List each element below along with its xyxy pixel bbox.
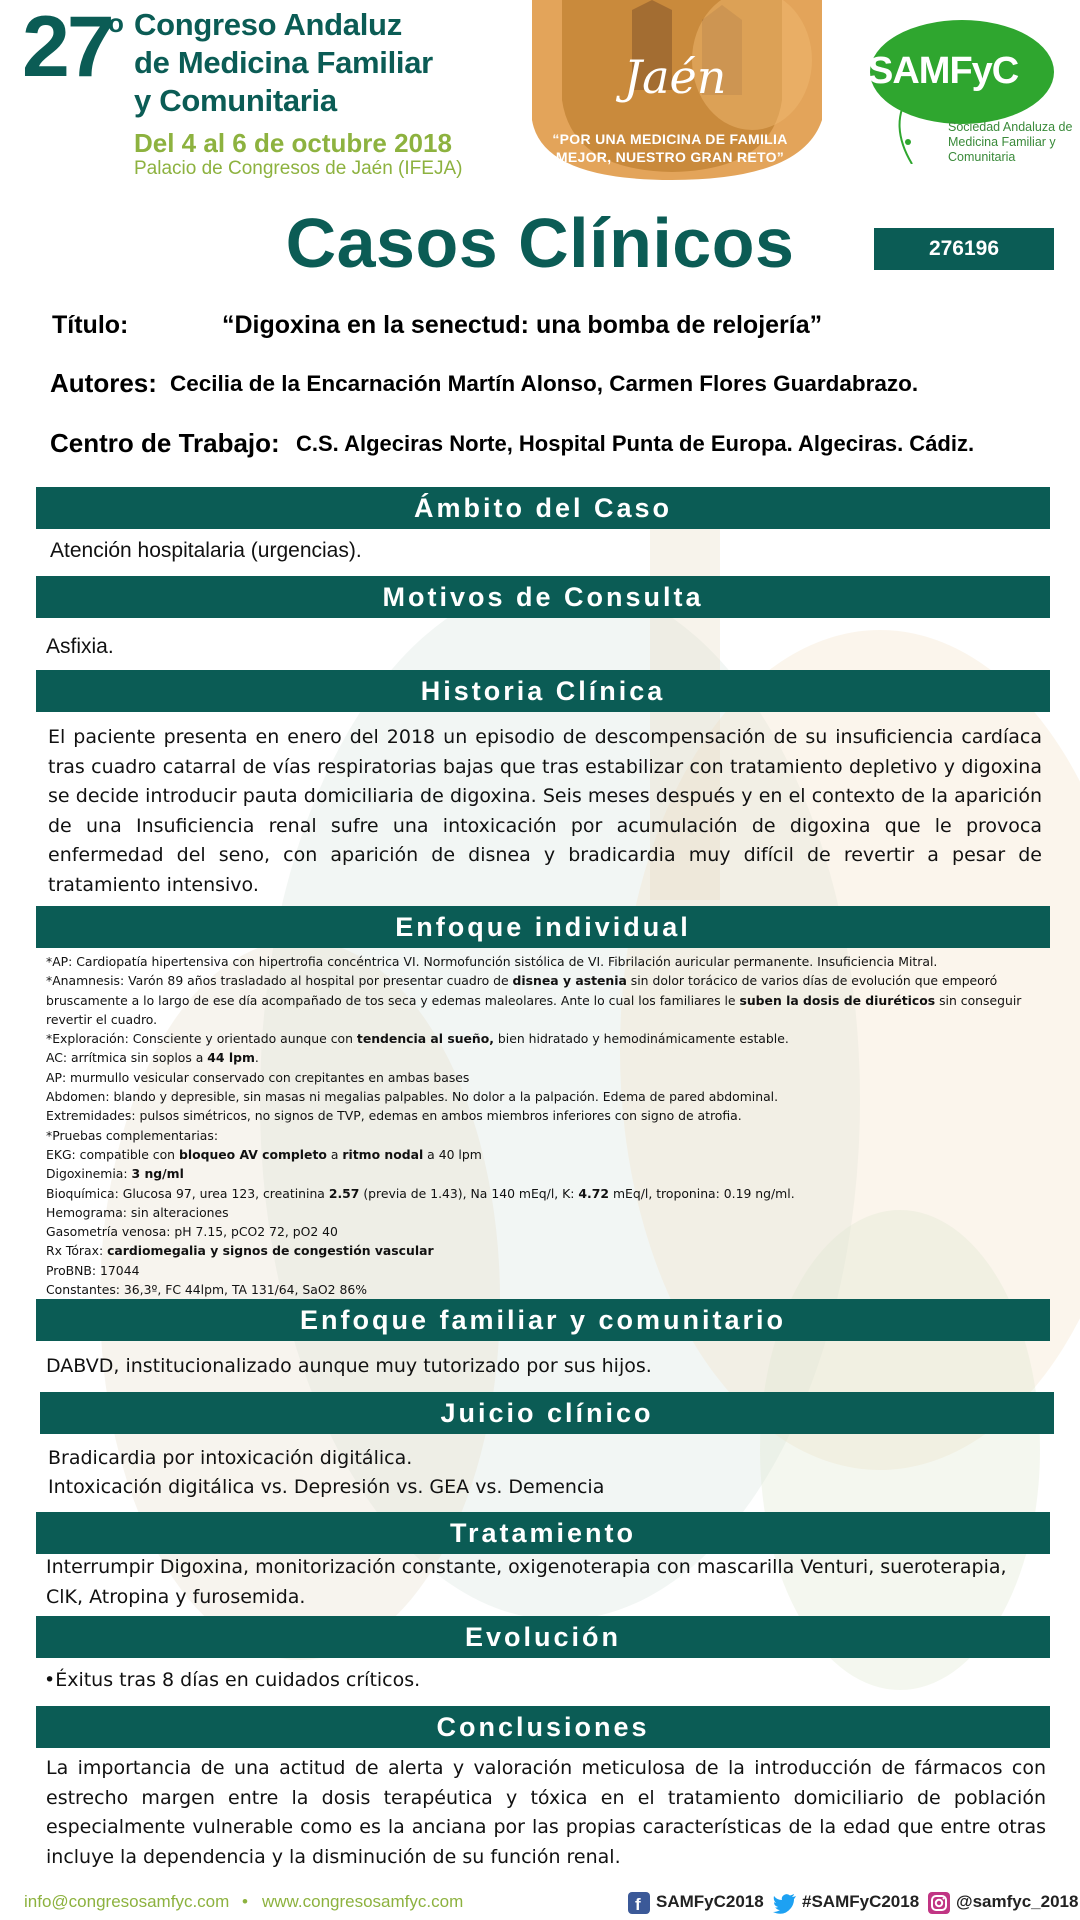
enfoque-line: Constantes: 36,3º, FC 44lpm, TA 131/64, SaO2 86% — [46, 1282, 368, 1298]
enfoque-line: Rx Tórax: cardiomegalia y signos de congestión vascular — [46, 1243, 434, 1259]
congress-slogan: “POR UNA MEDICINA DE FAMILIA MEJOR, NUESTRO GRAN RETO” — [552, 131, 788, 165]
section-motivos-header: Motivos de Consulta — [36, 576, 1050, 618]
enfoque-familiar-text: DABVD, institucionalizado aunque muy tutorizado por sus hijos. — [46, 1355, 652, 1377]
enfoque-line: Gasometría venosa: pH 7.15, pCO2 72, pO2 40 — [46, 1224, 338, 1240]
case-id-badge: 276196 — [874, 228, 1054, 270]
motivos-text: Asfixia. — [46, 635, 114, 658]
congress-title: Congreso Andaluz de Medicina Familiar y Comunitaria — [134, 7, 433, 118]
section-juicio-header: Juicio clínico — [40, 1392, 1054, 1434]
enfoque-individual-list — [46, 952, 1046, 1299]
edition-number: 27 — [22, 0, 112, 95]
conclusiones-text: La importancia de una actitud de alerta y valoración meticulosa de la introducción de fármacos con estrecho margen entre la dosis terapéutica y tóxica en el tratamiento domiciliario de población especialmente vulnerable como es la anciana por las propias características de la edad que entre otras incluye la dependencia y la disminución de su función renal. — [46, 1757, 1046, 1868]
footer-facebook[interactable]: SAMFyC2018 — [656, 1892, 764, 1911]
enfoque-line: Abdomen: blando y depresible, sin masas ni megalias palpables. No dolor a la palpación. Edema de pared abdominal. — [46, 1089, 779, 1105]
section-conclusiones-header: Conclusiones — [36, 1706, 1050, 1748]
congress-dates: Del 4 al 6 de octubre 2018 — [134, 128, 452, 158]
autores-value: Cecilia de la Encarnación Martín Alonso, Carmen Flores Guardabrazo. — [170, 371, 919, 396]
centro-label: Centro de Trabajo: — [50, 428, 280, 458]
twitter-icon — [772, 1891, 798, 1915]
logo-subtitle: Sociedad Andaluza de Medicina Familiar y Comunitaria — [948, 120, 1073, 164]
ambito-text: Atención hospitalaria (urgencias). — [50, 539, 362, 562]
enfoque-line: Extremidades: pulsos simétricos, no signos de TVP, edemas en ambos miembros inferiores con signo de atrofia. — [46, 1108, 742, 1124]
section-evolucion-header: Evolución — [36, 1616, 1050, 1658]
juicio-line-2: Intoxicación digitálica vs. Depresión vs. GEA vs. Demencia — [48, 1476, 605, 1498]
edition-suffix: o — [108, 8, 124, 38]
poster-heading: Casos Clínicos — [285, 204, 795, 282]
titulo-value: “Digoxina en la senectud: una bomba de relojería” — [222, 311, 823, 339]
instagram-icon — [928, 1892, 950, 1914]
section-enfoque-individual-header: Enfoque individual — [36, 906, 1050, 948]
enfoque-line: *Pruebas complementarias: — [46, 1127, 219, 1143]
enfoque-line: *Exploración: Consciente y orientado aunque con tendencia al sueño, bien hidratado y hemodinámicamente estable. — [46, 1031, 789, 1047]
footer-instagram[interactable]: @samfyc_2018 — [956, 1892, 1079, 1911]
enfoque-line: AC: arrítmica sin soplos a 44 lpm. — [46, 1050, 259, 1066]
footer-website[interactable]: www.congresosamfyc.com — [262, 1892, 464, 1911]
titulo-label: Título: — [52, 311, 129, 339]
evolucion-text: •Éxitus tras 8 días en cuidados críticos. — [44, 1669, 421, 1691]
footer-email[interactable]: info@congresosamfyc.com — [24, 1892, 230, 1911]
enfoque-line: *AP: Cardiopatía hipertensiva con hipertrofia concéntrica VI. Normofunción sistólica de VI. Fibrilación auricular permanente. Insuficiencia Mitral. — [46, 954, 938, 969]
city-name: Jaén — [623, 50, 727, 104]
enfoque-line: Hemograma: sin alteraciones — [46, 1204, 229, 1220]
section-tratamiento-header: Tratamiento — [36, 1512, 1050, 1554]
centro-value: C.S. Algeciras Norte, Hospital Punta de Europa. Algeciras. Cádiz. — [296, 431, 975, 456]
enfoque-line: ProBNB: 17044 — [46, 1262, 140, 1278]
autores-label: Autores: — [50, 368, 157, 398]
svg-text:f: f — [635, 1895, 641, 1914]
logo-text: SAMFyC — [868, 50, 1019, 92]
congress-venue: Palacio de Congresos de Jaén (IFEJA) — [134, 158, 463, 179]
facebook-icon — [628, 1892, 650, 1914]
historia-text: El paciente presenta en enero del 2018 un episodio de descompensación de su insuficiencia cardíaca tras cuadro catarral de vías respiratorias bajas que tras estabilizar con tratamiento depletivo y digoxina se decide introducir pauta domiciliaria de digoxina. Seis meses después y en el contexto de la aparición de una Insuficiencia renal sufre una intoxicación por acumulación de digoxina que le provoca enfermedad del seno, con aparición de disnea y bradicardia muy difícil de revertir a pesar de tratamiento intensivo. — [48, 726, 1042, 896]
juicio-line-1: Bradicardia por intoxicación digitálica. — [48, 1447, 413, 1469]
footer-separator: • — [242, 1892, 248, 1911]
enfoque-line: AP: murmullo vesicular conservado con crepitantes en ambas bases — [46, 1069, 470, 1085]
enfoque-line: EKG: compatible con bloqueo AV completo a ritmo nodal a 40 lpm — [46, 1146, 482, 1162]
enfoque-line: *Anamnesis: Varón 89 años trasladado al hospital por presentar cuadro de disnea y astenia sin dolor torácico de varios días de evolución que empeoró bruscamente a lo largo de ese día acompañado de tos seca y edemas maleolares. Ante lo cual los familiares le suben la dosis de diuréticos sin conseguir revertir el cuadro. — [46, 973, 1022, 1027]
tratamiento-text: Interrumpir Digoxina, monitorización constante, oxigenoterapia con mascarilla Venturi, sueroterapia, ClK, Atropina y furosemida. — [46, 1556, 1007, 1608]
footer-twitter[interactable]: #SAMFyC2018 — [802, 1892, 920, 1911]
enfoque-line: Digoxinemia: 3 ng/ml — [46, 1166, 184, 1182]
section-enfoque-familiar-header: Enfoque familiar y comunitario — [36, 1299, 1050, 1341]
section-historia-header: Historia Clínica — [36, 670, 1050, 712]
enfoque-line: Bioquímica: Glucosa 97, urea 123, creatinina 2.57 (previa de 1.43), Na 140 mEq/l, K: 4.72 mEq/l, troponina: 0.19 ng/ml. — [46, 1185, 795, 1201]
section-ambito-header: Ámbito del Caso — [36, 487, 1050, 529]
